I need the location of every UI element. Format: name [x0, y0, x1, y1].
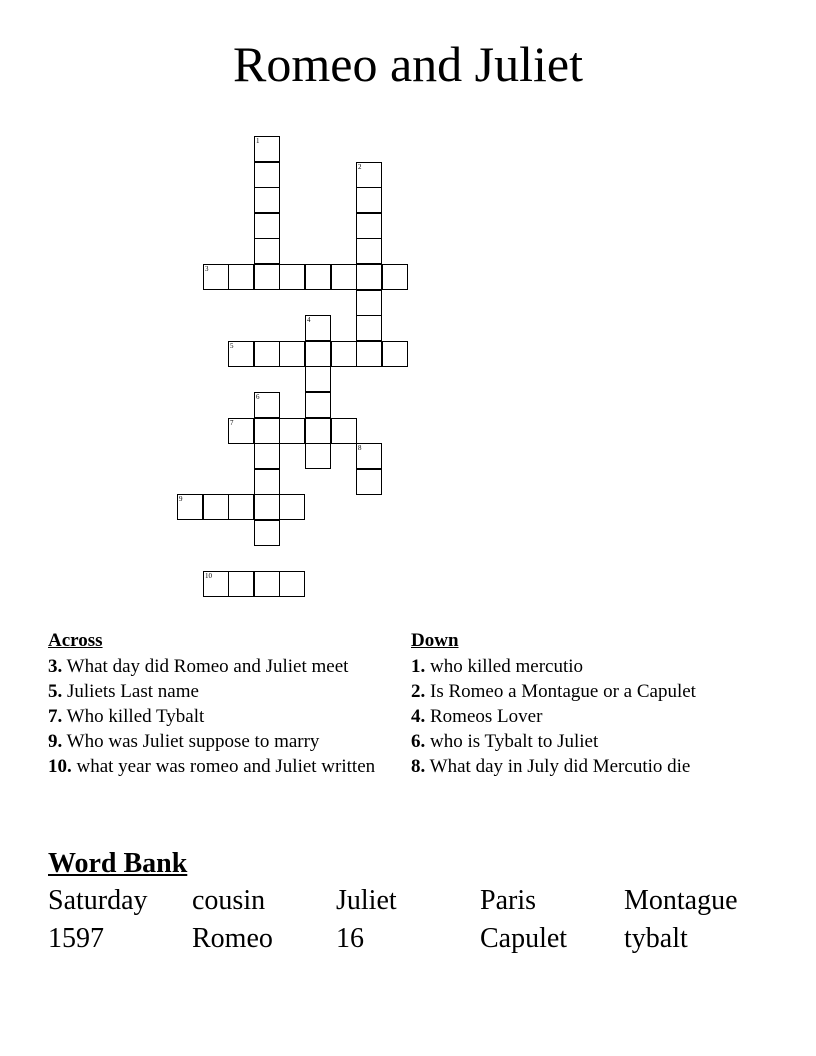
- word-bank-word: 1597: [48, 923, 104, 954]
- crossword-cell[interactable]: [279, 264, 305, 290]
- across-clue: 3. What day did Romeo and Juliet meet: [48, 656, 349, 677]
- crossword-cell[interactable]: [177, 494, 203, 520]
- crossword-cell[interactable]: [356, 264, 382, 290]
- crossword-cell[interactable]: [254, 520, 280, 546]
- across-clue: 5. Juliets Last name: [48, 681, 199, 702]
- across-clue: 9. Who was Juliet suppose to marry: [48, 731, 320, 752]
- crossword-cell[interactable]: [305, 341, 331, 367]
- crossword-cell[interactable]: [254, 571, 280, 597]
- crossword-cell[interactable]: [305, 264, 331, 290]
- word-bank-heading: Word Bank: [48, 848, 188, 879]
- crossword-cell[interactable]: [279, 341, 305, 367]
- crossword-cell[interactable]: [254, 443, 280, 469]
- clue-number: 8: [358, 444, 362, 452]
- across-clue: 7. Who killed Tybalt: [48, 706, 205, 727]
- crossword-cell[interactable]: [331, 264, 357, 290]
- across-clue: 10. what year was romeo and Juliet written: [48, 756, 376, 777]
- clue-number: 6: [256, 393, 260, 401]
- crossword-cell[interactable]: [382, 264, 408, 290]
- crossword-cell[interactable]: [203, 494, 229, 520]
- down-clue: 8. What day in July did Mercutio die: [411, 756, 691, 777]
- down-clue: 4. Romeos Lover: [411, 706, 543, 727]
- clue-number: 2: [358, 163, 362, 171]
- crossword-cell[interactable]: [331, 418, 357, 444]
- crossword-cell[interactable]: [254, 494, 280, 520]
- crossword-cell[interactable]: [279, 418, 305, 444]
- crossword-cell[interactable]: [305, 366, 331, 392]
- crossword-cell[interactable]: [254, 418, 280, 444]
- word-bank-word: Paris: [480, 885, 536, 916]
- crossword-cell[interactable]: [254, 392, 280, 418]
- word-bank-word: Juliet: [336, 885, 397, 916]
- word-bank-word: Montague: [624, 885, 738, 916]
- crossword-cell[interactable]: [356, 213, 382, 239]
- crossword-cell[interactable]: [203, 264, 229, 290]
- crossword-cell[interactable]: [228, 264, 254, 290]
- crossword-cell[interactable]: [356, 315, 382, 341]
- crossword-cell[interactable]: [228, 418, 254, 444]
- clue-number: 3: [205, 265, 209, 273]
- word-bank-word: Capulet: [480, 923, 568, 954]
- page-title: Romeo and Juliet: [233, 36, 583, 92]
- clue-number: 7: [230, 419, 234, 427]
- crossword-cell[interactable]: [356, 162, 382, 188]
- crossword-cell[interactable]: [254, 136, 280, 162]
- crossword-cell[interactable]: [254, 238, 280, 264]
- crossword-cell[interactable]: [228, 494, 254, 520]
- word-bank-word: tybalt: [624, 923, 688, 954]
- crossword-cell[interactable]: [356, 341, 382, 367]
- crossword-cell[interactable]: [279, 571, 305, 597]
- clue-number: 1: [256, 137, 260, 145]
- crossword-cell[interactable]: [279, 494, 305, 520]
- crossword-cell[interactable]: [356, 443, 382, 469]
- crossword-cell[interactable]: [228, 571, 254, 597]
- down-clue: 1. who killed mercutio: [411, 656, 584, 677]
- down-clues: [411, 630, 741, 781]
- down-clue: 2. Is Romeo a Montague or a Capulet: [411, 681, 696, 702]
- crossword-cell[interactable]: [356, 469, 382, 495]
- crossword-cell[interactable]: [254, 187, 280, 213]
- crossword-cell[interactable]: [254, 341, 280, 367]
- crossword-cell[interactable]: [228, 341, 254, 367]
- crossword-cell[interactable]: [382, 341, 408, 367]
- clue-number: 9: [179, 495, 183, 503]
- crossword-cell[interactable]: [305, 443, 331, 469]
- across-clues: [48, 630, 388, 781]
- crossword-cell[interactable]: [331, 341, 357, 367]
- word-bank-word: cousin: [192, 885, 266, 916]
- crossword-cell[interactable]: [203, 571, 229, 597]
- clue-number: 5: [230, 342, 234, 350]
- crossword-cell[interactable]: [254, 213, 280, 239]
- across-heading: Across: [48, 630, 103, 651]
- crossword-cell[interactable]: [356, 290, 382, 316]
- word-bank-word: Saturday: [48, 885, 148, 916]
- down-clue: 6. who is Tybalt to Juliet: [411, 731, 599, 752]
- crossword-cell[interactable]: [305, 418, 331, 444]
- crossword-cell[interactable]: [254, 162, 280, 188]
- crossword-cell[interactable]: [356, 187, 382, 213]
- crossword-cell[interactable]: [356, 238, 382, 264]
- word-bank-word: Romeo: [192, 923, 273, 954]
- crossword-cell[interactable]: [254, 469, 280, 495]
- word-bank-word: 16: [336, 923, 364, 954]
- crossword-cell[interactable]: [305, 392, 331, 418]
- clue-number: 10: [205, 572, 212, 580]
- crossword-cell[interactable]: [254, 264, 280, 290]
- clue-number: 4: [307, 316, 311, 324]
- crossword-cell[interactable]: [305, 315, 331, 341]
- down-heading: Down: [411, 630, 459, 651]
